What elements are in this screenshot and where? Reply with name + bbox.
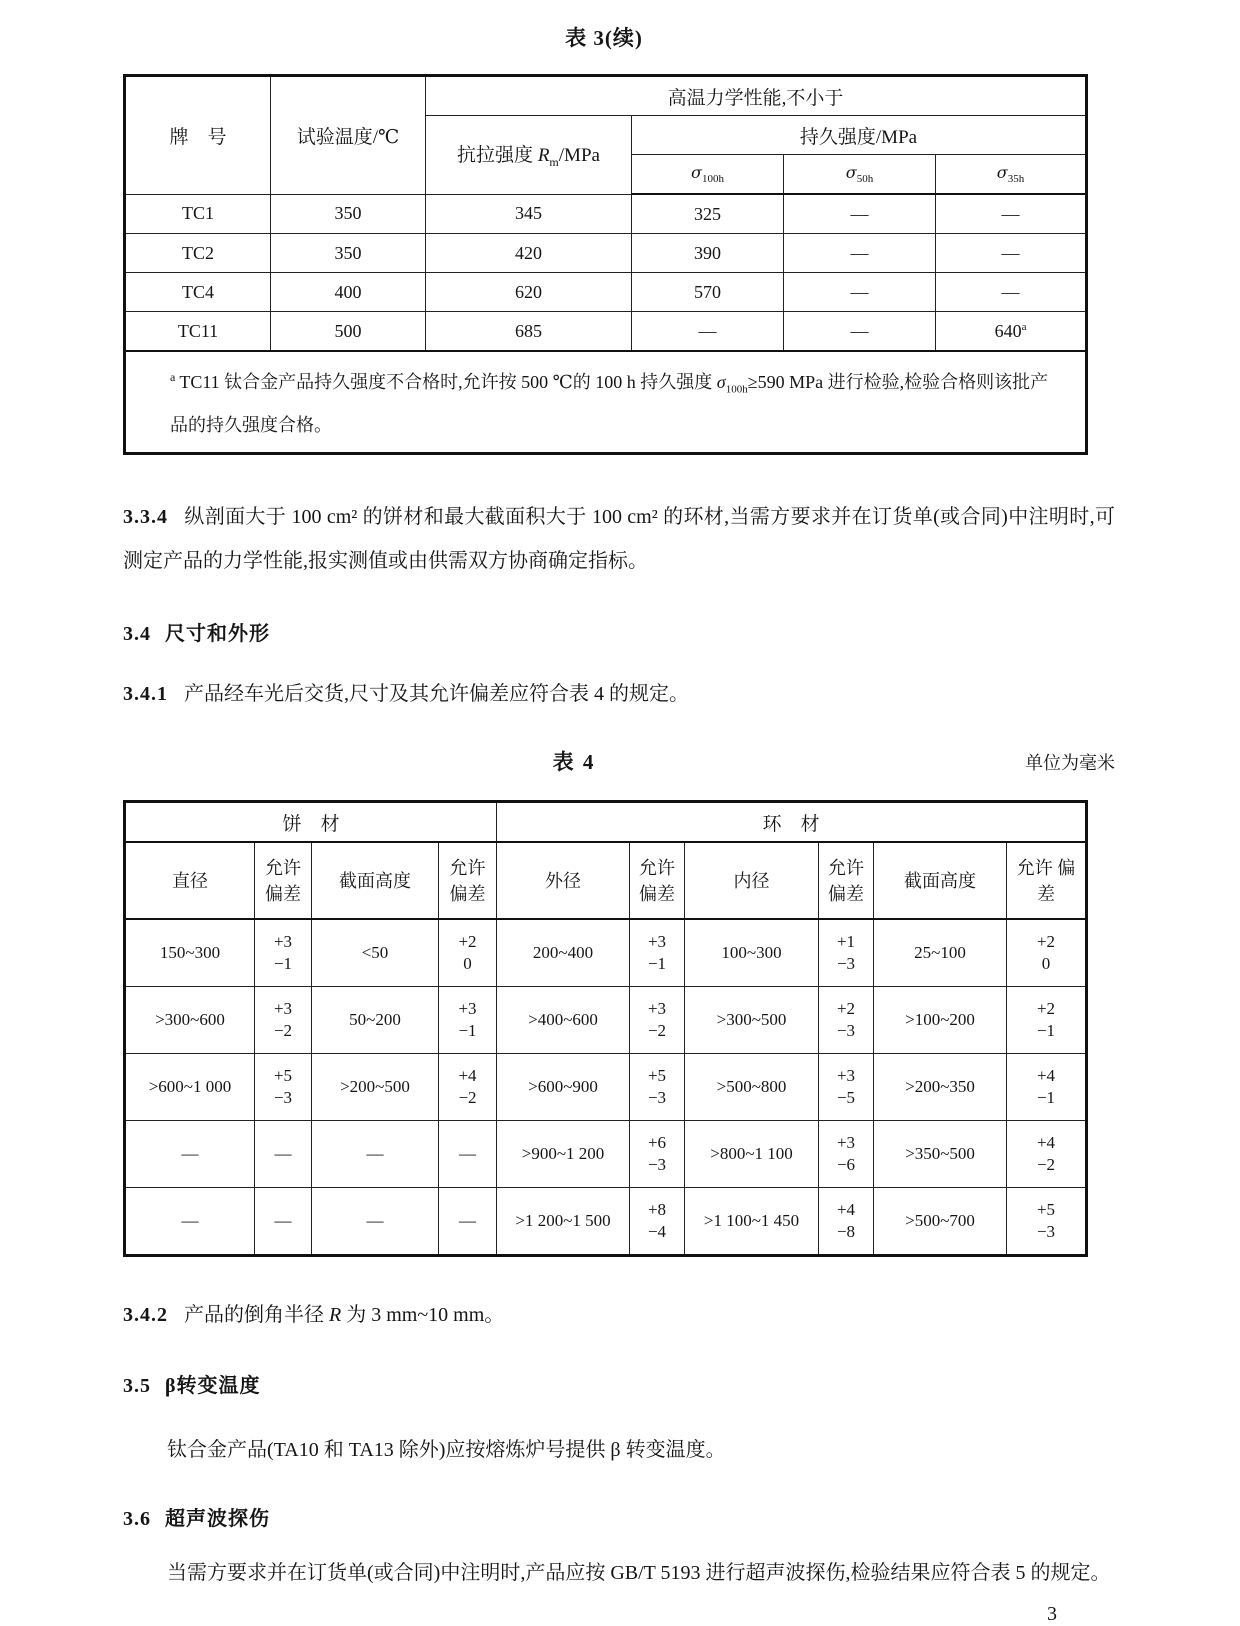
clause-number: 3.3.4 <box>123 506 168 528</box>
tolerance-cell <box>255 987 312 1054</box>
table4-header-inner-diameter: 内径 <box>685 842 819 919</box>
table4-header-outer-diameter: 外径 <box>497 842 630 919</box>
footnote-marker: a <box>1021 320 1027 333</box>
tolerance-minus: −8 <box>836 1222 856 1241</box>
tolerance-minus: −2 <box>1036 1155 1056 1174</box>
tolerance-cell <box>1007 1054 1087 1121</box>
table-cell: — <box>936 234 1087 273</box>
table-cell: — <box>784 312 936 352</box>
table-cell: TC2 <box>125 234 271 273</box>
tensile-subscript: m <box>549 154 559 169</box>
table-cell: TC4 <box>125 273 271 312</box>
sigma-symbol: σ <box>996 162 1008 182</box>
table3-header-high-temp: 高温力学性能,不小于 <box>426 76 1087 116</box>
sigma-symbol: σ <box>845 162 857 182</box>
tolerance-minus: 0 <box>1041 954 1051 973</box>
tolerance-minus: −3 <box>647 1155 667 1174</box>
tolerance-plus: +5 <box>273 1066 293 1085</box>
table-cell: 25~100 <box>874 919 1007 987</box>
tolerance-minus: −6 <box>836 1155 856 1174</box>
tolerance-minus: −5 <box>836 1088 856 1107</box>
table-cell: — <box>312 1188 439 1256</box>
clause-number: 3.4.2 <box>123 1304 168 1326</box>
table-cell: 100~300 <box>685 919 819 987</box>
clause-number: 3.6 <box>123 1508 151 1530</box>
tolerance-plus: +5 <box>647 1066 667 1085</box>
table-cell: 325 <box>632 194 784 234</box>
table-cell: 620 <box>426 273 632 312</box>
table-row <box>125 234 1087 273</box>
table4-header-section-height: 截面高度 <box>874 842 1007 919</box>
tolerance-cell <box>439 987 497 1054</box>
tolerance-cell <box>819 1188 874 1256</box>
footnote-text: ≥590 MPa 进行检验,检验合格则该批产品的持久强度合格。 <box>170 371 1049 436</box>
table-cell: — <box>784 273 936 312</box>
table-cell: >200~500 <box>312 1054 439 1121</box>
clause-3-6-text: 当需方要求并在订货单(或合同)中注明时,产品应按 GB/T 5193 进行超声波探伤,检验结果应符合表 5 的规定。 <box>167 1562 1111 1584</box>
table4 <box>123 800 1088 1257</box>
tolerance-minus: −1 <box>273 954 293 973</box>
tolerance-minus: −3 <box>273 1088 293 1107</box>
tolerance-cell <box>819 1121 874 1188</box>
tolerance-plus: +2 <box>836 999 856 1018</box>
tolerance-cell <box>439 1054 497 1121</box>
heading-3-4 <box>123 617 1110 646</box>
table-cell: 345 <box>426 194 632 234</box>
table4-group-ring: 环 材 <box>497 802 1087 843</box>
tolerance-plus: +5 <box>1036 1200 1056 1219</box>
table4-header-section-height: 截面高度 <box>312 842 439 919</box>
tolerance-cell <box>1007 919 1087 987</box>
page-number: 3 <box>1047 1603 1057 1625</box>
tensile-label: 抗拉强度 <box>457 144 538 166</box>
tolerance-cell <box>255 919 312 987</box>
table4-group-cake: 饼 材 <box>125 802 497 843</box>
table-cell: — <box>255 1121 312 1188</box>
table-cell: — <box>784 234 936 273</box>
tolerance-cell <box>630 919 685 987</box>
table-cell: >350~500 <box>874 1121 1007 1188</box>
tolerance-plus: +1 <box>836 932 856 951</box>
table-cell: >1 200~1 500 <box>497 1188 630 1256</box>
table-cell: >300~600 <box>125 987 255 1054</box>
tolerance-cell <box>1007 1121 1087 1188</box>
tolerance-cell <box>1007 987 1087 1054</box>
tensile-unit: /MPa <box>558 144 600 166</box>
table-row <box>125 1188 1087 1256</box>
tolerance-plus: +4 <box>1036 1133 1056 1152</box>
table-cell: — <box>439 1188 497 1256</box>
tolerance-minus: −1 <box>1036 1021 1056 1040</box>
tolerance-minus: −2 <box>647 1021 667 1040</box>
tolerance-plus: +3 <box>647 932 667 951</box>
table3-header-test-temp: 试验温度/℃ <box>271 76 426 195</box>
table-cell: >100~200 <box>874 987 1007 1054</box>
table-cell: >400~600 <box>497 987 630 1054</box>
tolerance-cell <box>255 1054 312 1121</box>
footnote-marker: a <box>170 369 176 384</box>
table3-caption: 表 3(续) <box>565 26 643 50</box>
table-cell: 200~400 <box>497 919 630 987</box>
tolerance-plus: +4 <box>458 1066 477 1085</box>
tolerance-minus: −1 <box>458 1021 477 1040</box>
table4-header-diameter: 直径 <box>125 842 255 919</box>
clause-text: 为 3 mm~10 mm。 <box>341 1304 505 1326</box>
clause-number: 3.4 <box>123 623 151 645</box>
tolerance-minus: −1 <box>647 954 667 973</box>
heading-title: 超声波探伤 <box>165 1508 270 1530</box>
sigma-sub: 35h <box>1007 173 1025 186</box>
tolerance-minus: −2 <box>273 1021 293 1040</box>
heading-title: 尺寸和外形 <box>165 623 270 645</box>
table-row <box>125 273 1087 312</box>
table-cell: — <box>125 1188 255 1256</box>
tolerance-cell <box>1007 1188 1087 1256</box>
tolerance-plus: +8 <box>647 1200 667 1219</box>
tolerance-cell <box>630 1054 685 1121</box>
table-cell: >300~500 <box>685 987 819 1054</box>
tolerance-plus: +3 <box>647 999 667 1018</box>
heading-3-5 <box>123 1369 1110 1398</box>
clause-text: 纵剖面大于 100 cm² 的饼材和最大截面积大于 100 cm² 的环材,当需方要求并在订货单(或合同)中注明时,可测定产品的力学性能,报实测值或由供需双方协商确定指标。 <box>123 506 1115 572</box>
sigma-symbol: σ <box>691 162 702 182</box>
table4-caption-row <box>123 746 1115 776</box>
table-cell: >1 100~1 450 <box>685 1188 819 1256</box>
table3-header-endurance: 持久强度/MPa <box>632 116 1087 155</box>
table4-header-tolerance: 允许 偏差 <box>630 842 685 919</box>
tolerance-minus: −4 <box>647 1222 667 1241</box>
tolerance-minus: −1 <box>1036 1088 1056 1107</box>
table3-header-sigma-35h <box>936 155 1087 195</box>
table-cell: 400 <box>271 273 426 312</box>
table-cell: TC1 <box>125 194 271 234</box>
clause-number: 3.4.1 <box>123 683 168 705</box>
tolerance-minus: −3 <box>836 954 856 973</box>
tolerance-plus: +3 <box>836 1133 856 1152</box>
table4-header-tolerance: 允许 偏差 <box>819 842 874 919</box>
tolerance-cell <box>819 1054 874 1121</box>
table-row <box>125 987 1087 1054</box>
tolerance-minus: −2 <box>458 1088 477 1107</box>
table-cell: — <box>125 1121 255 1188</box>
table-cell: >900~1 200 <box>497 1121 630 1188</box>
table4-unit-note: 单位为毫米 <box>1025 753 1115 773</box>
table4-caption: 表 4 <box>552 750 596 774</box>
table-cell: TC11 <box>125 312 271 352</box>
table-cell: >600~900 <box>497 1054 630 1121</box>
clause-number: 3.5 <box>123 1375 151 1397</box>
sigma-sub: 100h <box>725 383 748 396</box>
table3-header-sigma-100h <box>632 155 784 195</box>
table-cell: 685 <box>426 312 632 352</box>
tolerance-plus: +2 <box>458 932 477 951</box>
clause-3-5-text: 钛合金产品(TA10 和 TA13 除外)应按熔炼炉号提供 β 转变温度。 <box>167 1439 726 1461</box>
table-cell: >600~1 000 <box>125 1054 255 1121</box>
heading-3-6 <box>123 1502 1110 1531</box>
clause-3-4-1 <box>123 672 1115 716</box>
radius-symbol: R <box>329 1304 342 1326</box>
tolerance-plus: +3 <box>273 932 293 951</box>
table-cell: 570 <box>632 273 784 312</box>
table3-header-tensile <box>426 116 632 195</box>
table-cell: — <box>632 312 784 352</box>
tolerance-cell <box>630 1188 685 1256</box>
table-cell: — <box>936 273 1087 312</box>
table-cell: 50~200 <box>312 987 439 1054</box>
tolerance-minus: −3 <box>647 1088 667 1107</box>
table-cell: 500 <box>271 312 426 352</box>
heading-title: β转变温度 <box>165 1375 261 1397</box>
table3-header-sigma-50h <box>784 155 936 195</box>
sigma-sub: 50h <box>856 173 874 186</box>
tolerance-cell <box>819 987 874 1054</box>
cell-value: 640 <box>994 320 1022 341</box>
table-row <box>125 1121 1087 1188</box>
table-cell: >500~700 <box>874 1188 1007 1256</box>
clause-text: 产品经车光后交货,尺寸及其允许偏差应符合表 4 的规定。 <box>184 683 689 705</box>
table-row <box>125 194 1087 234</box>
table-cell: — <box>936 194 1087 234</box>
table-cell: 150~300 <box>125 919 255 987</box>
tolerance-cell <box>630 1121 685 1188</box>
sigma-symbol: σ <box>716 371 726 392</box>
table-cell: 350 <box>271 194 426 234</box>
table-row <box>125 919 1087 987</box>
tolerance-plus: +2 <box>1036 932 1056 951</box>
tolerance-minus: −3 <box>836 1021 856 1040</box>
clause-3-3-4 <box>123 495 1115 583</box>
table-cell: 350 <box>271 234 426 273</box>
tolerance-plus: +3 <box>273 999 293 1018</box>
table-cell-with-footnote <box>936 312 1087 352</box>
table4-header-tolerance: 允许 偏差 <box>255 842 312 919</box>
table-cell: >500~800 <box>685 1054 819 1121</box>
clause-text: 产品的倒角半径 <box>184 1304 329 1326</box>
tolerance-cell <box>439 919 497 987</box>
table-cell: — <box>439 1121 497 1188</box>
table-cell: 420 <box>426 234 632 273</box>
table-cell: — <box>784 194 936 234</box>
tolerance-plus: +4 <box>1036 1066 1056 1085</box>
table-cell: — <box>255 1188 312 1256</box>
table-cell: 390 <box>632 234 784 273</box>
table-cell: <50 <box>312 919 439 987</box>
tolerance-plus: +6 <box>647 1133 667 1152</box>
table3-header-brand: 牌 号 <box>125 76 271 195</box>
tolerance-plus: +4 <box>836 1200 856 1219</box>
table-cell: — <box>312 1121 439 1188</box>
table4-header-tolerance: 允许 偏差 <box>439 842 497 919</box>
table-cell: >800~1 100 <box>685 1121 819 1188</box>
table-row <box>125 312 1087 352</box>
table4-header-tolerance: 允许 偏差 <box>1007 842 1087 919</box>
tolerance-plus: +3 <box>836 1066 856 1085</box>
footnote-text: TC11 钛合金产品持久强度不合格时,允许按 500 ℃的 100 h 持久强度 <box>179 371 717 392</box>
tolerance-plus: +2 <box>1036 999 1056 1018</box>
tolerance-cell <box>819 919 874 987</box>
sigma-sub: 100h <box>701 173 724 186</box>
clause-3-4-2 <box>123 1293 1115 1337</box>
tolerance-cell <box>630 987 685 1054</box>
table3 <box>123 74 1088 455</box>
tolerance-minus: −3 <box>1036 1222 1056 1241</box>
table-row <box>125 1054 1087 1121</box>
tolerance-minus: 0 <box>463 954 472 973</box>
tensile-symbol: R <box>537 144 550 166</box>
table-cell: >200~350 <box>874 1054 1007 1121</box>
table3-footnote <box>125 351 1087 454</box>
tolerance-plus: +3 <box>458 999 477 1018</box>
